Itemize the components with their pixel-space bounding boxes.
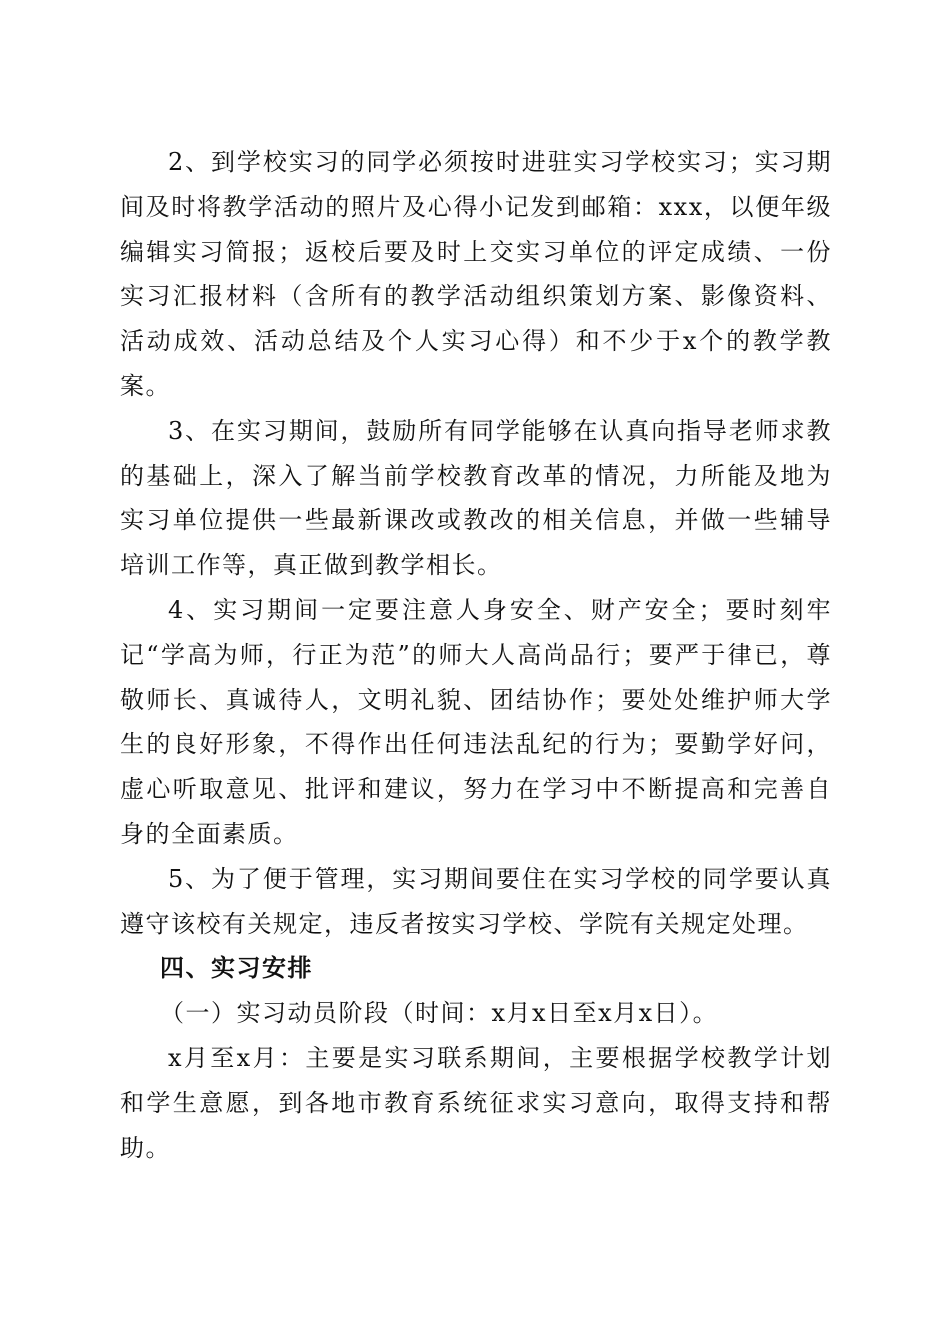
subsection-heading-mobilization: （一）实习动员阶段（时间：x月x日至x月x日）。 <box>160 999 719 1028</box>
section-heading-arrangement: 四、实习安排 <box>160 954 313 983</box>
document-body <box>120 140 832 1170</box>
paragraph-mobilization-detail: x月至x月：主要是实习联系期间，主要根据学校教学计划和学生意愿，到各地市教育系统征求实习意向，取得支持和帮助。 <box>120 1043 832 1162</box>
paragraph-item-3: 3、在实习期间，鼓励所有同学能够在认真向指导老师求教的基础上，深入了解当前学校教育改革的情况，力所能及地为实习单位提供一些最新课改或教改的相关信息，并做一些辅导培训工作等，真正做到教学相长。 <box>120 416 832 580</box>
paragraph-item-2: 2、到学校实习的同学必须按时进驻实习学校实习；实习期间及时将教学活动的照片及心得小记发到邮箱：xxx，以便年级编辑实习简报；返校后要及时上交实习单位的评定成绩、一份实习汇报材料（含所有的教学活动组织策划方案、影像资料、活动成效、活动总结及个人实习心得）和不少于x个的教学教案。 <box>120 148 832 400</box>
paragraph-item-4: 4、实习期间一定要注意人身安全、财产安全；要时刻牢记“学高为师，行正为范”的师大人高尚品行；要严于律已，尊敬师长、真诚待人，文明礼貌、团结协作；要处处维护师大学生的良好形象，不得作出任何违法乱纪的行为；要勤学好问，虚心听取意见、批评和建议，努力在学习中不断提高和完善自身的全面素质。 <box>120 595 832 848</box>
paragraph-item-5: 5、为了便于管理，实习期间要住在实习学校的同学要认真遵守该校有关规定，违反者按实习学校、学院有关规定处理。 <box>120 864 832 938</box>
